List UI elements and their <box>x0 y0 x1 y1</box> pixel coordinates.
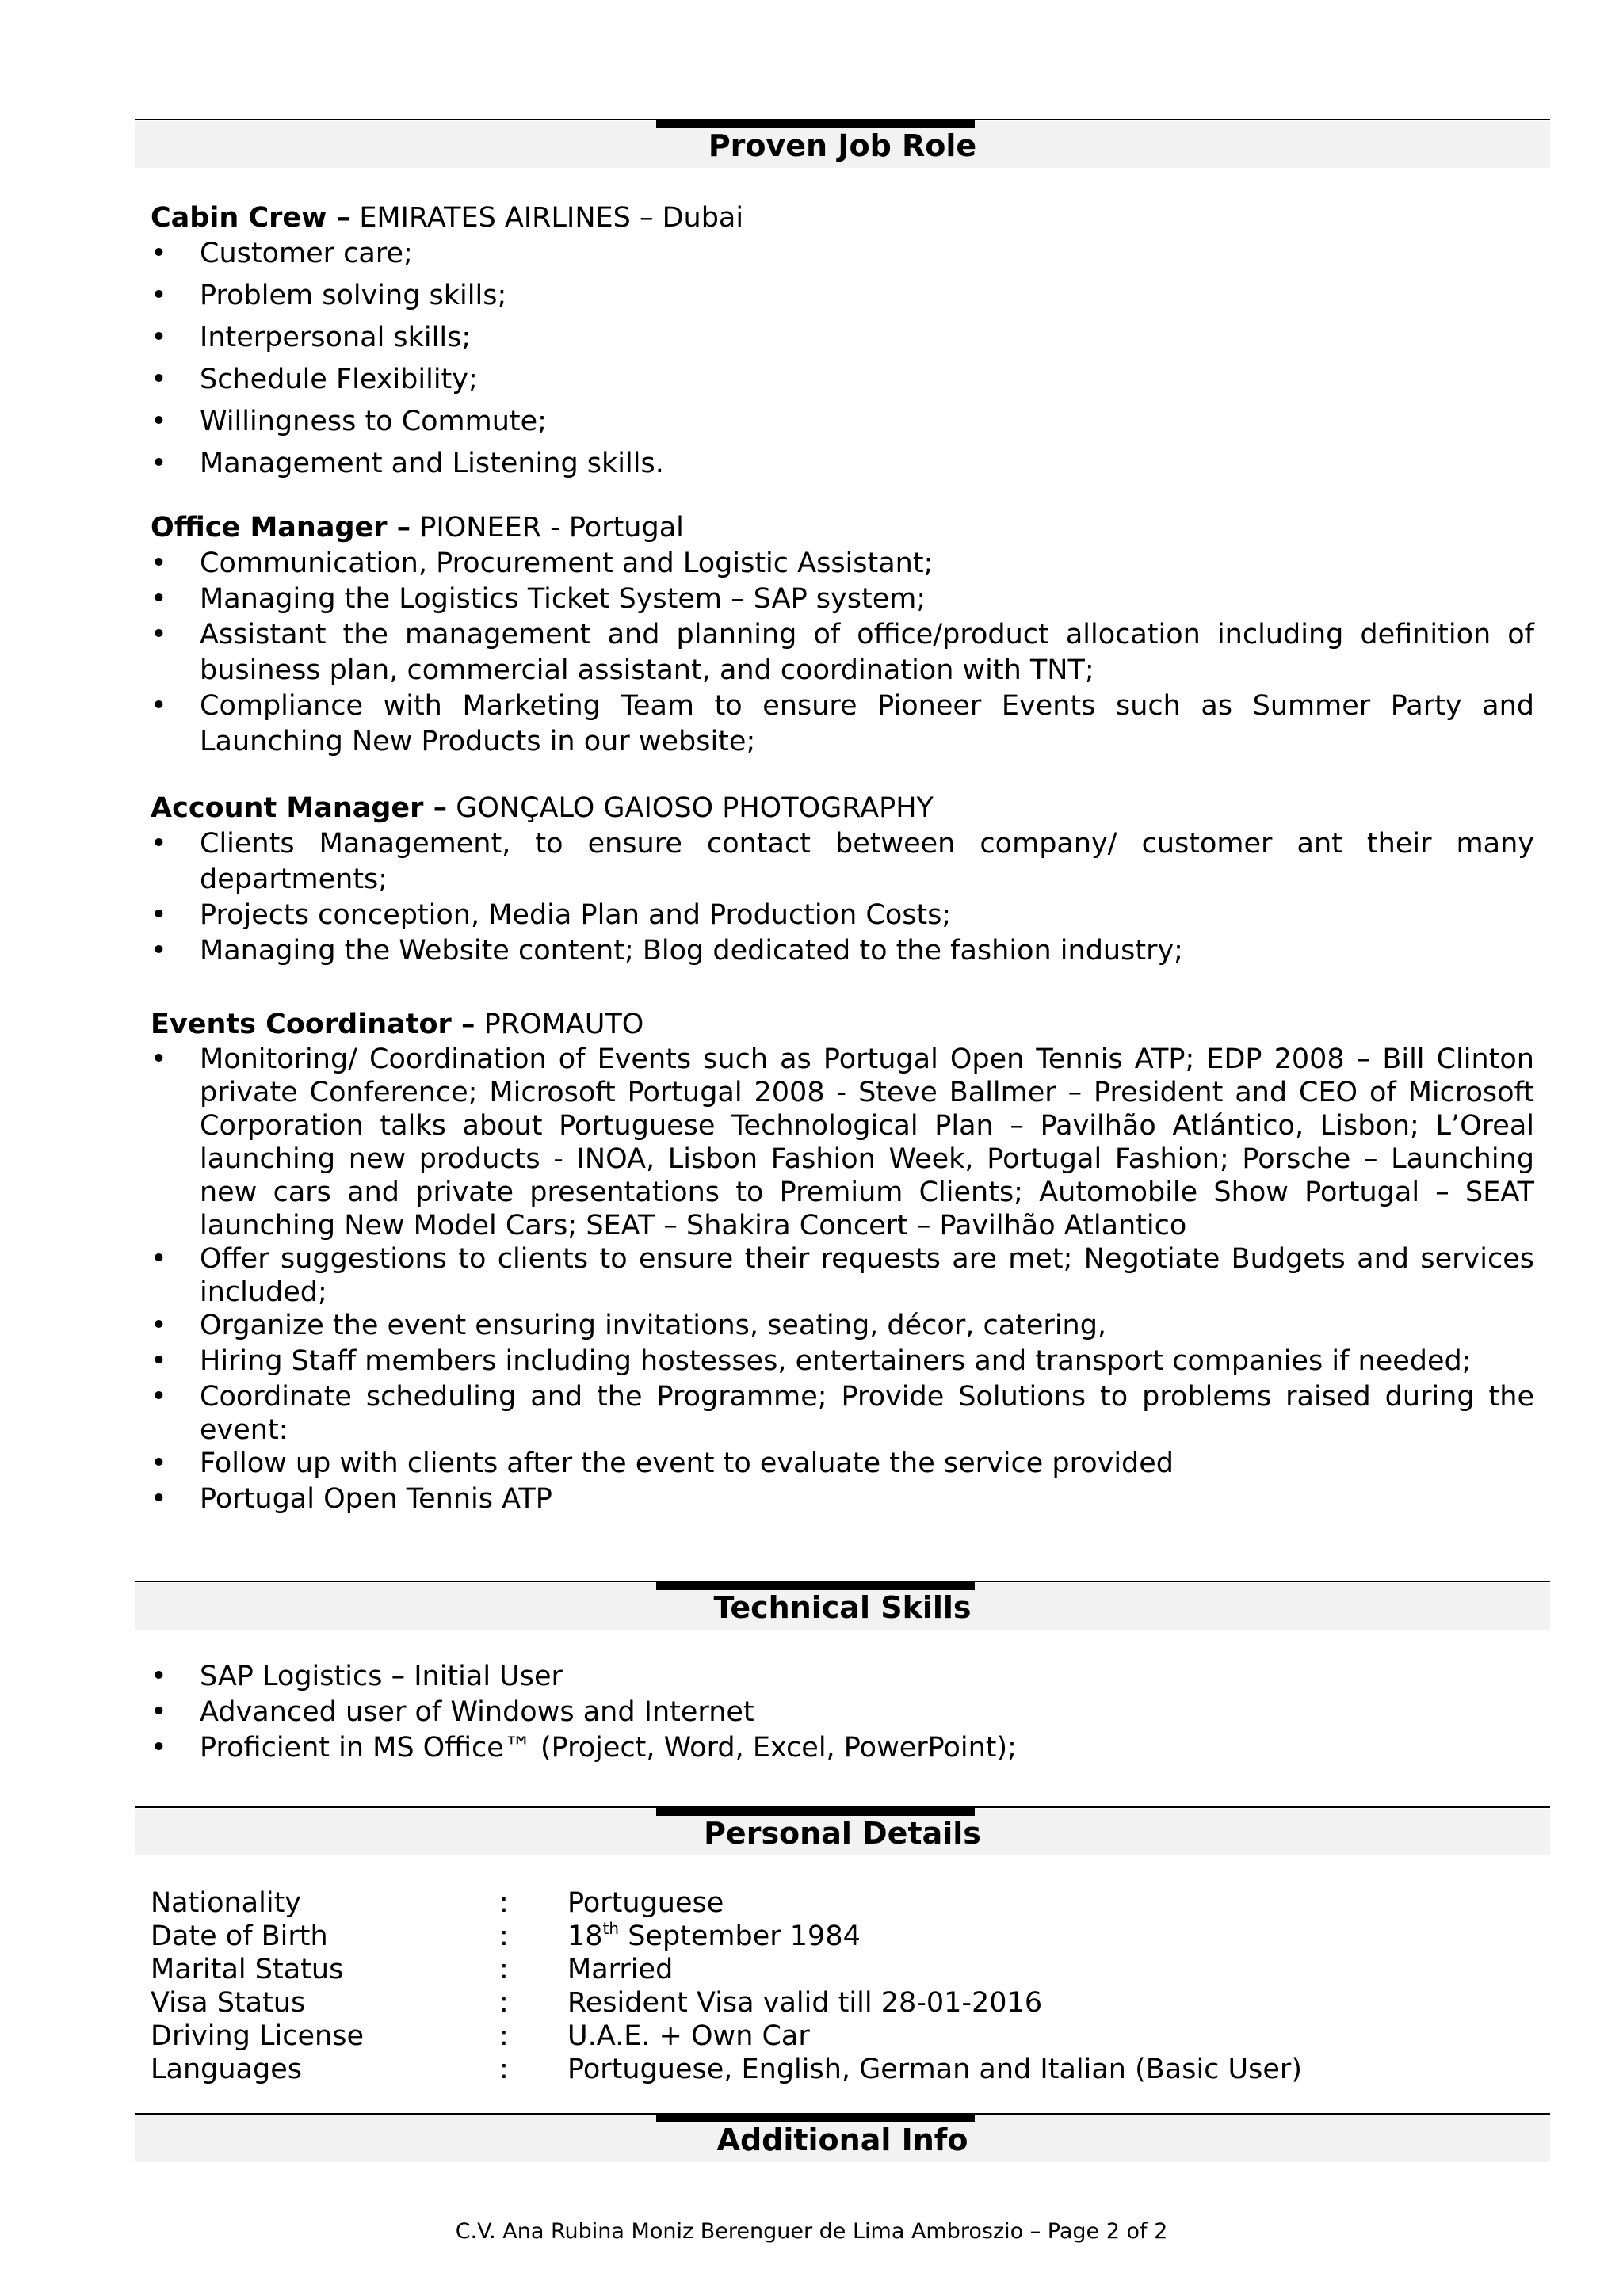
detail-colon: : <box>499 2054 509 2085</box>
detail-label: Driving License <box>151 2020 364 2052</box>
detail-value: Married <box>567 1954 674 1985</box>
detail-value <box>567 1920 861 1953</box>
list-item: • Schedule Flexibility; <box>151 362 1534 398</box>
list-item: • Follow up with clients after the event to evaluate the service provided <box>151 1447 1534 1482</box>
section-header-additional-info <box>135 2113 1550 2162</box>
job-company: PROMAUTO <box>483 1009 644 1040</box>
list-item: • Projects conception, Media Plan and Production Costs; <box>151 898 1534 933</box>
section-title: Additional Info <box>716 2122 968 2157</box>
job-title: Events Coordinator – <box>151 1009 475 1040</box>
list-item: • Compliance with Marketing Team to ensure Pioneer Events such as Summer Party and Launching New Products in our website; <box>151 688 1534 760</box>
detail-label: Visa Status <box>151 1987 306 2019</box>
page-footer: C.V. Ana Rubina Moniz Berenguer de Lima Ambroszio – Page 2 of 2 <box>455 2219 1168 2244</box>
detail-row-visa-status <box>151 1986 1498 2019</box>
list-item: • Managing the Logistics Ticket System – SAP system; <box>151 582 1534 617</box>
list-item: • Coordinate scheduling and the Programme; Provide Solutions to problems raised during the event: <box>151 1380 1534 1447</box>
job-entry-events-coordinator <box>151 1006 1534 1518</box>
detail-label: Marital Status <box>151 1954 344 1985</box>
list-item: • Hiring Staff members including hostesses, entertainers and transport companies if needed; <box>151 1344 1534 1380</box>
job-heading <box>151 509 1534 546</box>
list-item: • Communication, Procurement and Logistic Assistant; <box>151 546 1534 582</box>
list-item: • Assistant the management and planning of office/product allocation including definition of business plan, commercial assistant, and coordination with TNT; <box>151 617 1534 688</box>
list-item: • Advanced user of Windows and Internet <box>151 1695 1534 1730</box>
list-item: • Interpersonal skills; <box>151 320 1534 356</box>
dob-ordinal: th <box>602 1919 620 1938</box>
job-bullets <box>151 546 1534 760</box>
detail-label: Languages <box>151 2054 302 2085</box>
section-header-personal-details <box>135 1806 1550 1855</box>
detail-colon: : <box>499 1987 509 2019</box>
section-header-proven-job-role <box>135 119 1550 168</box>
list-item: • Clients Management, to ensure contact between company/ customer ant their many departments; <box>151 826 1534 898</box>
detail-colon: : <box>499 2020 509 2052</box>
detail-row-driving-license <box>151 2019 1498 2053</box>
detail-value: Portuguese, English, German and Italian (Basic User) <box>567 2054 1302 2085</box>
job-heading <box>151 1006 1534 1043</box>
job-company: GONÇALO GAIOSO PHOTOGRAPHY <box>456 792 934 824</box>
job-title: Account Manager – <box>151 792 448 824</box>
skills-bullets <box>151 1659 1534 1766</box>
section-title: Technical Skills <box>713 1590 972 1625</box>
job-bullets <box>151 826 1534 969</box>
dob-rest: September 1984 <box>619 1920 861 1952</box>
job-heading <box>151 200 1534 236</box>
job-heading <box>151 790 1534 826</box>
dob-day: 18 <box>567 1920 603 1952</box>
section-header-technical-skills <box>135 1581 1550 1630</box>
detail-label: Date of Birth <box>151 1920 328 1952</box>
list-item: • Offer suggestions to clients to ensure their requests are met; Negotiate Budgets and services included; <box>151 1242 1534 1309</box>
detail-label: Nationality <box>151 1887 302 1919</box>
detail-row-marital-status <box>151 1953 1498 1986</box>
job-bullets <box>151 1043 1534 1518</box>
job-company: PIONEER - Portugal <box>419 512 684 543</box>
job-entry-account-manager <box>151 790 1534 969</box>
job-company: EMIRATES AIRLINES – Dubai <box>359 202 744 234</box>
list-item: • Willingness to Commute; <box>151 404 1534 440</box>
list-item: • Monitoring/ Coordination of Events such as Portugal Open Tennis ATP; EDP 2008 – Bill Clinton private Conference; Microsoft Portugal 2008 - Steve Ballmer – President and CEO of Microsoft Corporation talks about Portuguese Technological Plan – Pavilhão Atlántico, Lisbon; L’Oreal launching new products - INOA, Lisbon Fashion Week, Portugal Fashion; Porsche – Launching new cars and private presentations to Premium Clients; Automobile Show Portugal – SEAT launching New Model Cars; SEAT – Shakira Concert – Pavilhão Atlantico <box>151 1043 1534 1242</box>
detail-row-date-of-birth <box>151 1920 1498 1953</box>
technical-skills-list <box>151 1659 1534 1766</box>
detail-row-languages <box>151 2053 1498 2086</box>
list-item: • Organize the event ensuring invitations, seating, décor, catering, <box>151 1309 1534 1344</box>
list-item: • Customer care; <box>151 236 1534 272</box>
detail-row-nationality <box>151 1886 1498 1920</box>
section-title: Proven Job Role <box>708 128 977 163</box>
list-item: • Managing the Website content; Blog dedicated to the fashion industry; <box>151 933 1534 969</box>
section-title: Personal Details <box>704 1816 981 1851</box>
detail-colon: : <box>499 1887 509 1919</box>
list-item: • SAP Logistics – Initial User <box>151 1659 1534 1695</box>
list-item: • Problem solving skills; <box>151 278 1534 314</box>
personal-details-table <box>151 1886 1498 2086</box>
list-item: • Management and Listening skills. <box>151 446 1534 482</box>
detail-value: U.A.E. + Own Car <box>567 2020 810 2052</box>
job-bullets <box>151 236 1534 482</box>
detail-colon: : <box>499 1920 509 1952</box>
job-entry-office-manager <box>151 509 1534 760</box>
detail-value: Portuguese <box>567 1887 724 1919</box>
list-item: • Proficient in MS Office™ (Project, Word, Excel, PowerPoint); <box>151 1730 1534 1766</box>
list-item: • Portugal Open Tennis ATP <box>151 1482 1534 1518</box>
job-title: Cabin Crew – <box>151 202 351 234</box>
job-title: Office Manager – <box>151 512 411 543</box>
job-entry-cabin-crew <box>151 200 1534 488</box>
detail-value: Resident Visa valid till 28-01-2016 <box>567 1987 1043 2019</box>
detail-colon: : <box>499 1954 509 1985</box>
